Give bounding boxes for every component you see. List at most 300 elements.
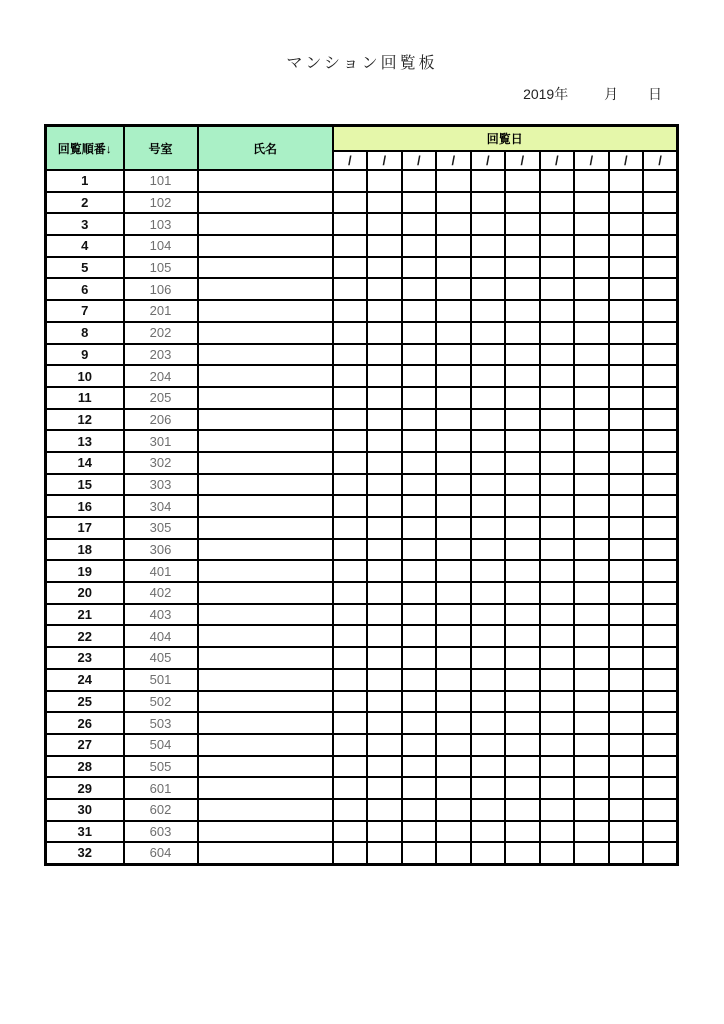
name-cell xyxy=(198,495,333,517)
date-cell xyxy=(574,539,609,561)
order-cell: 21 xyxy=(46,604,124,626)
room-cell: 102 xyxy=(124,192,198,214)
order-cell: 17 xyxy=(46,517,124,539)
date-cell xyxy=(367,452,402,474)
date-cell xyxy=(643,192,678,214)
room-cell: 602 xyxy=(124,799,198,821)
name-cell xyxy=(198,452,333,474)
date-cell xyxy=(540,517,575,539)
order-cell: 26 xyxy=(46,712,124,734)
date-cell xyxy=(333,430,368,452)
date-cell xyxy=(609,712,644,734)
date-cell xyxy=(471,625,506,647)
room-cell: 603 xyxy=(124,821,198,843)
table-row xyxy=(46,322,678,344)
date-cell xyxy=(505,170,540,192)
date-cell xyxy=(643,495,678,517)
table-row xyxy=(46,344,678,366)
name-cell xyxy=(198,213,333,235)
room-cell: 505 xyxy=(124,756,198,778)
name-cell xyxy=(198,756,333,778)
date-cell xyxy=(367,647,402,669)
date-cell xyxy=(609,452,644,474)
date-cell xyxy=(505,582,540,604)
date-cell xyxy=(402,625,437,647)
name-cell xyxy=(198,821,333,843)
date-cell xyxy=(333,235,368,257)
date-cell xyxy=(367,691,402,713)
date-cell xyxy=(436,387,471,409)
date-cell xyxy=(402,647,437,669)
date-cell xyxy=(402,495,437,517)
date-cell xyxy=(609,691,644,713)
date-cell xyxy=(643,734,678,756)
table-row xyxy=(46,799,678,821)
date-cell xyxy=(505,213,540,235)
table-row xyxy=(46,756,678,778)
date-cell xyxy=(333,409,368,431)
date-cell xyxy=(540,604,575,626)
date-cell xyxy=(367,495,402,517)
date-cell xyxy=(367,322,402,344)
date-cell xyxy=(643,691,678,713)
date-cell xyxy=(540,192,575,214)
date-cell xyxy=(643,647,678,669)
date-cell xyxy=(574,669,609,691)
date-cell xyxy=(333,322,368,344)
table-row xyxy=(46,192,678,214)
date-cell xyxy=(471,474,506,496)
room-cell: 206 xyxy=(124,409,198,431)
date-cell xyxy=(367,474,402,496)
date-cell xyxy=(643,842,678,864)
date-cell xyxy=(333,365,368,387)
date-cell xyxy=(367,734,402,756)
order-cell: 2 xyxy=(46,192,124,214)
date-cell xyxy=(367,257,402,279)
name-cell xyxy=(198,300,333,322)
order-cell: 19 xyxy=(46,560,124,582)
date-cell xyxy=(333,539,368,561)
order-cell: 12 xyxy=(46,409,124,431)
date-cell xyxy=(505,300,540,322)
table-row xyxy=(46,582,678,604)
date-cell xyxy=(643,669,678,691)
table-row xyxy=(46,387,678,409)
date-cell xyxy=(436,734,471,756)
date-cell xyxy=(609,300,644,322)
date-cell xyxy=(643,387,678,409)
room-cell: 402 xyxy=(124,582,198,604)
date-cell xyxy=(333,734,368,756)
date-cell xyxy=(540,669,575,691)
room-cell: 204 xyxy=(124,365,198,387)
date-cell xyxy=(436,821,471,843)
date-cell xyxy=(402,430,437,452)
table-row xyxy=(46,821,678,843)
name-cell xyxy=(198,647,333,669)
date-cell xyxy=(402,560,437,582)
date-cell xyxy=(540,712,575,734)
date-cell xyxy=(471,257,506,279)
table-row xyxy=(46,604,678,626)
date-cell xyxy=(436,322,471,344)
table-row xyxy=(46,300,678,322)
date-cell xyxy=(505,235,540,257)
table-row xyxy=(46,517,678,539)
name-cell xyxy=(198,430,333,452)
date-cell xyxy=(574,734,609,756)
date-cell xyxy=(609,213,644,235)
date-cell xyxy=(609,235,644,257)
name-cell xyxy=(198,582,333,604)
date-cell xyxy=(574,213,609,235)
header-row-top xyxy=(46,126,678,152)
date-cell xyxy=(402,734,437,756)
date-cell xyxy=(402,799,437,821)
table-row xyxy=(46,625,678,647)
order-cell: 30 xyxy=(46,799,124,821)
date-cell xyxy=(505,734,540,756)
date-cell xyxy=(367,170,402,192)
date-cell xyxy=(609,474,644,496)
date-cell xyxy=(505,517,540,539)
order-cell: 24 xyxy=(46,669,124,691)
date-cell xyxy=(540,495,575,517)
date-cell xyxy=(609,756,644,778)
date-cell xyxy=(574,409,609,431)
date-cell xyxy=(333,712,368,734)
date-cell xyxy=(436,799,471,821)
date-cell xyxy=(574,560,609,582)
date-slash-cell: / xyxy=(609,151,644,170)
date-cell xyxy=(574,647,609,669)
date-cell xyxy=(333,669,368,691)
date-cell xyxy=(540,300,575,322)
date-cell xyxy=(436,170,471,192)
date-cell xyxy=(609,842,644,864)
date-cell xyxy=(643,300,678,322)
table-row xyxy=(46,691,678,713)
room-cell: 405 xyxy=(124,647,198,669)
date-cell xyxy=(436,539,471,561)
date-cell xyxy=(333,647,368,669)
date-cell xyxy=(402,474,437,496)
date-cell xyxy=(402,539,437,561)
date-cell xyxy=(402,322,437,344)
date-cell xyxy=(643,799,678,821)
name-cell xyxy=(198,604,333,626)
name-cell xyxy=(198,235,333,257)
table-row xyxy=(46,495,678,517)
date-cell xyxy=(402,387,437,409)
date-cell xyxy=(402,235,437,257)
date-cell xyxy=(609,604,644,626)
name-cell xyxy=(198,344,333,366)
order-cell: 8 xyxy=(46,322,124,344)
date-cell xyxy=(402,213,437,235)
date-slash-cell: / xyxy=(367,151,402,170)
order-cell: 29 xyxy=(46,777,124,799)
date-cell xyxy=(402,409,437,431)
date-cell xyxy=(540,452,575,474)
date-cell xyxy=(574,322,609,344)
date-cell xyxy=(505,799,540,821)
room-cell: 302 xyxy=(124,452,198,474)
order-cell: 22 xyxy=(46,625,124,647)
date-cell xyxy=(402,278,437,300)
date-cell xyxy=(643,625,678,647)
date-cell xyxy=(402,344,437,366)
room-cell: 604 xyxy=(124,842,198,864)
date-cell xyxy=(367,756,402,778)
date-cell xyxy=(609,799,644,821)
date-cell xyxy=(471,213,506,235)
date-cell xyxy=(609,517,644,539)
date-cell xyxy=(540,235,575,257)
date-cell xyxy=(471,365,506,387)
date-cell xyxy=(540,842,575,864)
date-cell xyxy=(367,560,402,582)
date-cell xyxy=(471,278,506,300)
date-cell xyxy=(402,452,437,474)
date-cell xyxy=(574,365,609,387)
room-cell: 503 xyxy=(124,712,198,734)
date-cell xyxy=(436,560,471,582)
table-row xyxy=(46,777,678,799)
order-cell: 28 xyxy=(46,756,124,778)
date-cell xyxy=(574,278,609,300)
header-name: 氏名 xyxy=(198,126,333,171)
room-cell: 106 xyxy=(124,278,198,300)
date-cell xyxy=(471,647,506,669)
order-cell: 5 xyxy=(46,257,124,279)
date-cell xyxy=(574,257,609,279)
room-cell: 103 xyxy=(124,213,198,235)
date-cell xyxy=(609,387,644,409)
date-cell xyxy=(402,821,437,843)
table-row xyxy=(46,213,678,235)
date-cell xyxy=(574,192,609,214)
date-cell xyxy=(471,821,506,843)
order-cell: 10 xyxy=(46,365,124,387)
date-cell xyxy=(574,344,609,366)
date-cell xyxy=(333,387,368,409)
room-cell: 401 xyxy=(124,560,198,582)
order-cell: 14 xyxy=(46,452,124,474)
name-cell xyxy=(198,278,333,300)
date-cell xyxy=(574,842,609,864)
order-cell: 13 xyxy=(46,430,124,452)
room-cell: 303 xyxy=(124,474,198,496)
order-cell: 3 xyxy=(46,213,124,235)
date-cell xyxy=(540,647,575,669)
name-cell xyxy=(198,257,333,279)
date-cell xyxy=(471,170,506,192)
date-cell xyxy=(367,625,402,647)
date-cell xyxy=(574,691,609,713)
order-cell: 20 xyxy=(46,582,124,604)
table-row xyxy=(46,452,678,474)
room-cell: 104 xyxy=(124,235,198,257)
date-day: 日 xyxy=(648,86,662,102)
date-cell xyxy=(333,821,368,843)
date-cell xyxy=(333,300,368,322)
date-cell xyxy=(402,669,437,691)
date-cell xyxy=(574,300,609,322)
name-cell xyxy=(198,712,333,734)
date-cell xyxy=(540,365,575,387)
date-cell xyxy=(505,756,540,778)
date-cell xyxy=(367,799,402,821)
date-cell xyxy=(367,669,402,691)
date-cell xyxy=(540,170,575,192)
order-cell: 31 xyxy=(46,821,124,843)
header-dates: 回覧日 xyxy=(333,126,678,152)
date-cell xyxy=(436,452,471,474)
date-cell xyxy=(333,278,368,300)
date-cell xyxy=(609,344,644,366)
date-cell xyxy=(471,691,506,713)
date-cell xyxy=(436,712,471,734)
room-cell: 404 xyxy=(124,625,198,647)
date-cell xyxy=(643,604,678,626)
date-cell xyxy=(574,604,609,626)
date-cell xyxy=(505,647,540,669)
date-cell xyxy=(367,430,402,452)
date-cell xyxy=(574,821,609,843)
date-slash-cell: / xyxy=(505,151,540,170)
name-cell xyxy=(198,625,333,647)
date-slash-cell: / xyxy=(436,151,471,170)
date-cell xyxy=(436,430,471,452)
order-cell: 18 xyxy=(46,539,124,561)
date-cell xyxy=(643,582,678,604)
table-row xyxy=(46,409,678,431)
date-cell xyxy=(643,777,678,799)
date-cell xyxy=(643,235,678,257)
room-cell: 304 xyxy=(124,495,198,517)
date-cell xyxy=(609,278,644,300)
date-cell xyxy=(471,799,506,821)
date-line xyxy=(44,84,676,104)
date-cell xyxy=(436,647,471,669)
circulation-table xyxy=(44,124,679,866)
date-cell xyxy=(436,474,471,496)
date-cell xyxy=(402,365,437,387)
date-cell xyxy=(333,842,368,864)
date-cell xyxy=(643,539,678,561)
date-cell xyxy=(574,582,609,604)
name-cell xyxy=(198,322,333,344)
date-year: 2019年 xyxy=(523,86,569,102)
order-cell: 11 xyxy=(46,387,124,409)
header-order: 回覧順番↓ xyxy=(46,126,124,171)
date-cell xyxy=(471,582,506,604)
date-cell xyxy=(471,192,506,214)
date-cell xyxy=(540,560,575,582)
date-cell xyxy=(540,387,575,409)
date-cell xyxy=(643,344,678,366)
date-cell xyxy=(505,821,540,843)
date-cell xyxy=(471,387,506,409)
date-cell xyxy=(333,213,368,235)
name-cell xyxy=(198,170,333,192)
date-cell xyxy=(367,604,402,626)
date-cell xyxy=(471,712,506,734)
date-cell xyxy=(471,842,506,864)
date-cell xyxy=(471,344,506,366)
table-row xyxy=(46,430,678,452)
date-cell xyxy=(540,691,575,713)
order-cell: 7 xyxy=(46,300,124,322)
table-row xyxy=(46,560,678,582)
date-cell xyxy=(471,777,506,799)
date-slash-cell: / xyxy=(471,151,506,170)
date-cell xyxy=(505,387,540,409)
date-cell xyxy=(609,430,644,452)
date-cell xyxy=(643,821,678,843)
date-cell xyxy=(609,409,644,431)
date-cell xyxy=(643,322,678,344)
date-cell xyxy=(574,452,609,474)
date-cell xyxy=(540,430,575,452)
date-cell xyxy=(643,452,678,474)
date-cell xyxy=(609,170,644,192)
order-cell: 27 xyxy=(46,734,124,756)
date-cell xyxy=(609,647,644,669)
date-cell xyxy=(436,365,471,387)
date-cell xyxy=(505,278,540,300)
date-cell xyxy=(402,170,437,192)
name-cell xyxy=(198,777,333,799)
date-cell xyxy=(540,821,575,843)
date-cell xyxy=(609,560,644,582)
order-cell: 1 xyxy=(46,170,124,192)
date-cell xyxy=(333,517,368,539)
order-cell: 25 xyxy=(46,691,124,713)
date-cell xyxy=(471,756,506,778)
table-row xyxy=(46,278,678,300)
date-cell xyxy=(471,495,506,517)
room-cell: 301 xyxy=(124,430,198,452)
date-cell xyxy=(436,669,471,691)
date-cell xyxy=(471,430,506,452)
room-cell: 502 xyxy=(124,691,198,713)
date-cell xyxy=(471,669,506,691)
date-cell xyxy=(471,300,506,322)
date-cell xyxy=(333,170,368,192)
date-cell xyxy=(367,235,402,257)
date-cell xyxy=(505,777,540,799)
date-cell xyxy=(367,582,402,604)
date-cell xyxy=(505,625,540,647)
order-cell: 15 xyxy=(46,474,124,496)
date-cell xyxy=(574,625,609,647)
date-cell xyxy=(574,430,609,452)
date-cell xyxy=(436,192,471,214)
date-cell xyxy=(643,474,678,496)
date-cell xyxy=(471,235,506,257)
date-cell xyxy=(505,322,540,344)
date-cell xyxy=(505,604,540,626)
date-slash-cell: / xyxy=(643,151,678,170)
date-cell xyxy=(643,170,678,192)
date-cell xyxy=(436,409,471,431)
date-cell xyxy=(505,452,540,474)
date-cell xyxy=(609,192,644,214)
date-cell xyxy=(505,430,540,452)
